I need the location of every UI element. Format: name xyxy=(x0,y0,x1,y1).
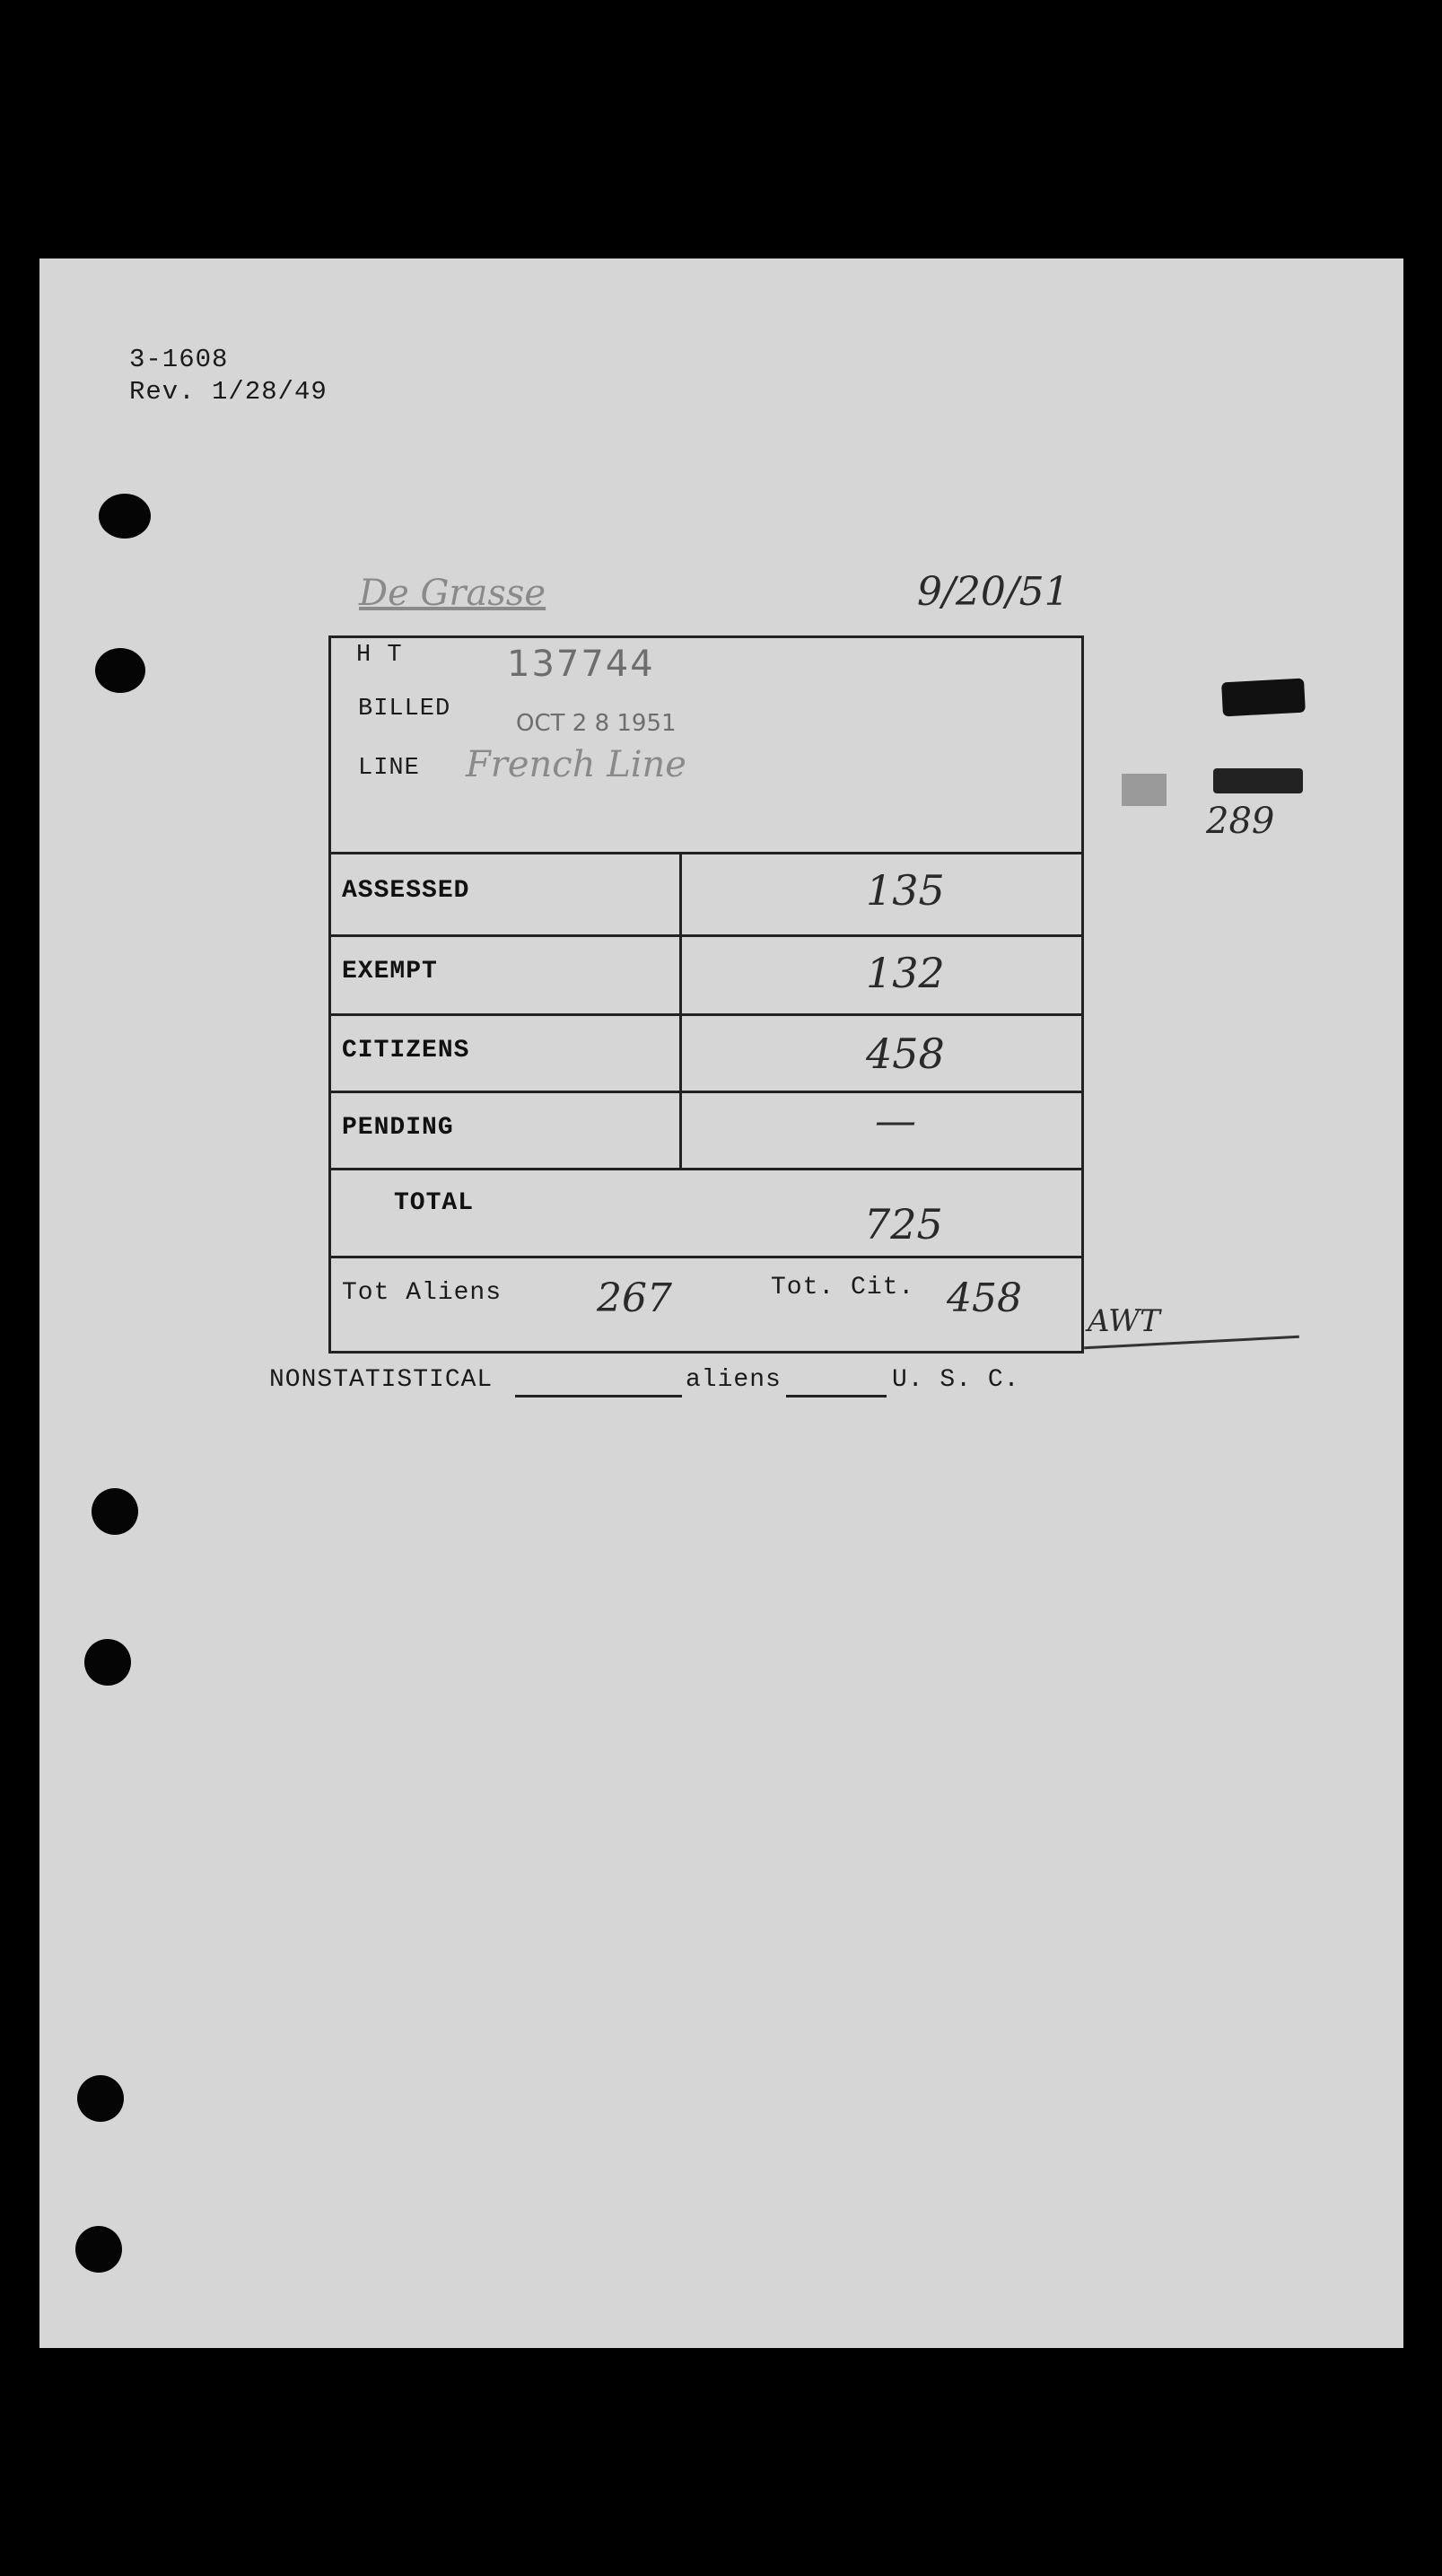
row-divider xyxy=(331,934,1081,937)
redaction-mark xyxy=(1221,679,1306,717)
redaction-mark xyxy=(1213,768,1303,793)
punch-hole xyxy=(84,1639,131,1686)
tot-cit-value: 458 xyxy=(947,1275,1022,1321)
aliens-label: aliens xyxy=(686,1366,782,1394)
ship-name-handwritten: De Grasse xyxy=(359,573,546,614)
billed-label: BILLED xyxy=(358,696,451,723)
form-number: 3-1608 xyxy=(129,345,229,374)
tot-cit-label: Tot. Cit. xyxy=(771,1274,915,1301)
tot-aliens-label: Tot Aliens xyxy=(342,1279,503,1307)
row-label-assessed: ASSESSED xyxy=(342,877,470,905)
punch-hole xyxy=(92,1488,138,1535)
ht-label: H T xyxy=(356,642,403,669)
column-divider xyxy=(679,852,682,1168)
date-handwritten: 9/20/51 xyxy=(917,569,1070,615)
row-divider xyxy=(331,852,1081,854)
punch-hole xyxy=(77,2075,124,2122)
row-value-pending: — xyxy=(875,1096,916,1144)
margin-smudge xyxy=(1122,774,1167,806)
ht-number-stamp: 137744 xyxy=(507,644,655,685)
billed-date-stamp: OCT 2 8 1951 xyxy=(516,710,677,737)
nonstatistical-label: NONSTATISTICAL xyxy=(269,1366,494,1394)
row-value-assessed: 135 xyxy=(866,866,945,915)
total-label: TOTAL xyxy=(394,1189,475,1217)
aliens-blank xyxy=(786,1395,887,1398)
form-revision: Rev. 1/28/49 xyxy=(129,377,328,407)
row-divider xyxy=(331,1013,1081,1016)
initials-handwritten: AWT xyxy=(1088,1303,1160,1339)
line-label: LINE xyxy=(358,755,420,782)
punch-hole xyxy=(95,648,145,693)
punch-hole xyxy=(99,494,151,539)
line-value-handwritten: French Line xyxy=(466,744,686,785)
row-value-exempt: 132 xyxy=(866,949,945,997)
form-table xyxy=(328,635,1084,1354)
document-page xyxy=(39,258,1403,2348)
row-label-exempt: EXEMPT xyxy=(342,958,438,986)
usc-label: U. S. C. xyxy=(892,1366,1020,1394)
nonstatistical-blank xyxy=(515,1395,682,1398)
punch-hole xyxy=(75,2226,122,2273)
side-number-handwritten: 289 xyxy=(1206,801,1275,842)
row-label-pending: PENDING xyxy=(342,1114,454,1142)
tot-aliens-value: 267 xyxy=(597,1275,672,1321)
row-divider xyxy=(331,1256,1081,1258)
total-value: 725 xyxy=(864,1200,943,1249)
row-divider xyxy=(331,1091,1081,1093)
row-label-citizens: CITIZENS xyxy=(342,1037,470,1065)
row-value-citizens: 458 xyxy=(866,1030,945,1078)
row-divider xyxy=(331,1168,1081,1170)
